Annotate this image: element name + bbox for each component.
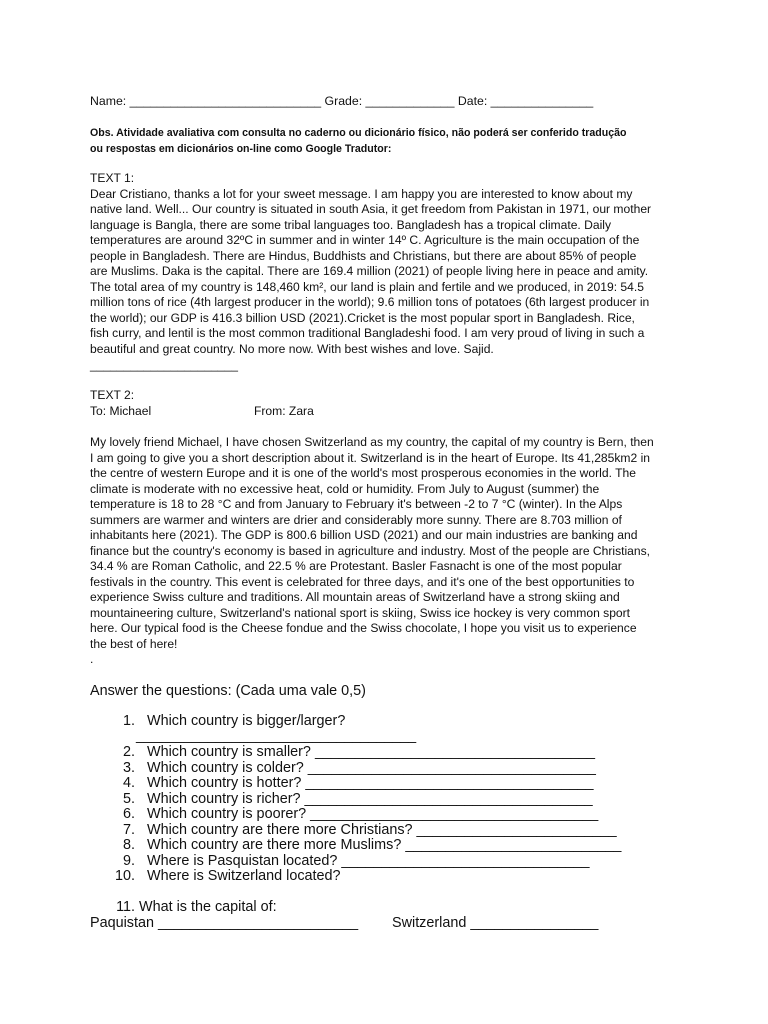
text1-underline: ______________________ [90,358,238,372]
text2-line: festivals in the country. This event is celebrated for three days, and it's one of the best opportunities to [90,575,635,589]
text2-line: 34.4 % are Roman Catholic, and 22.5 % are Protestant. Basler Fasnacht is one of the most popular [90,559,622,573]
text1-line: people in Bangladesh. There are Hindus, Buddhists and Christians, but there are about 85% of people [90,249,637,263]
answer-line-1: ___________________________________ [136,728,417,744]
text1-title: TEXT 1: [90,171,135,185]
text2-line: here. Our typical food is the Cheese fondue and the Swiss chocolate, I hope you visit us to experience [90,621,637,635]
question-4: 4. Which country is hotter? ____________________________________ [122,775,594,791]
text2-line: mountaineering culture, Switzerland's national sport is skiing, Swiss ice hockey is very common sport [90,606,631,620]
capital-switzerland: Switzerland ________________ [392,915,599,931]
capital-paquistan: Paquistan _________________________ [90,915,359,931]
question-2: 2. Which country is smaller? ___________________________________ [122,744,596,760]
question-1 [90,713,345,729]
text2-line: climate is moderate with no excessive heat, cold or humidity. From July to August (summer) the [90,482,600,496]
text2-dot: . [90,652,94,666]
text2-from: From: Zara [254,404,314,418]
name-grade-date-line: Name: ____________________________ Grade: _____________ Date: _______________ [90,94,594,108]
text2-line: I am going to give you a short description about it. Switzerland is in the heart of Europe. Its 41,285km2 in [90,451,650,465]
text1-line: temperatures are around 32ºC in summer and in winter 14º C. Agriculture is the main occupation of the [90,233,640,247]
question-11: 11. What is the capital of: [116,899,277,915]
question-10: 10. Where is Switzerland located? [114,868,341,884]
text2-line: inhabitants here (2021). The GDP is 800.6 billion USD (2021) and our main industries are banking and [90,528,638,542]
obs-line-1: Obs. Atividade avaliativa com consulta no caderno ou dicionário físico, não poderá ser conferido tradução [90,127,627,139]
text2-line: My lovely friend Michael, I have chosen Switzerland as my country, the capital of my country is Bern, then [90,435,654,449]
text1-line: Dear Cristiano, thanks a lot for your sweet message. I am happy you are interested to know about my [90,187,633,201]
text2-line: finance but the country's economy is based in agriculture and industry. Most of the people are Christians, [90,544,651,558]
question-6: 6. Which country is poorer? ____________________________________ [122,806,599,822]
text2-line: experience Swiss culture and traditions. All mountain areas of Switzerland have a strong skiing and [90,590,620,604]
question-7: 7. Which country are there more Christians? _________________________ [122,822,617,838]
text1-line: beautiful and great country. No more now. With best wishes and love. Sajid. [90,342,494,356]
question-text: Which country is bigger/larger? [147,713,346,729]
text1-line: are Muslims. Daka is the capital. There are 169.4 million (2021) of people living here in peace and amity. [90,264,649,278]
question-8: 8. Which country are there more Muslims? ___________________________ [122,837,622,853]
questions-heading: Answer the questions: (Cada uma vale 0,5) [90,683,366,699]
text1-line: fish curry, and lentil is the most common traditional Bangladeshi food. I am very proud of living in such a [90,326,645,340]
text1-line: The total area of my country is 148,460 km², our land is plain and fertile and we produced, in 2019: 54.5 [90,280,644,294]
question-5: 5. Which country is richer? ____________________________________ [122,791,593,807]
text1-line: the world); our GDP is 416.3 billion USD (2021).Cricket is the most popular sport in Bangladesh. Rice, [90,311,635,325]
text2-line: the centre of western Europe and it is one of the world's most prosperous economies in the world. The [90,466,636,480]
question-9: 9. Where is Pasquistan located? _______________________________ [122,853,590,869]
text1-line: language is Bangla, there are some tribal languages too. Bangladesh has a tropical climate. Daily [90,218,612,232]
question-3: 3. Which country is colder? ____________________________________ [122,760,596,776]
question-number: 1. [122,713,135,729]
text2-to: To: Michael [90,404,152,418]
text1-line: native land. Well... Our country is situated in south Asia, it get freedom from Pakistan in 1971, our mother [90,202,652,216]
text2-line: the best of here! [90,637,178,651]
text1-line: million tons of rice (4th largest producer in the world); 9.6 million tons of potatoes (6th largest producer in [90,295,650,309]
text2-line: temperature is 18 to 28 °C and from January to February it's between -2 to 7 °C (winter). In the Alps [90,497,623,511]
text2-line: summers are warmer and winters are drier and considerably more sunny. There are 8.703 million of [90,513,622,527]
obs-line-2: ou respostas em dicionários on-line como Google Tradutor: [90,143,392,155]
text2-title: TEXT 2: [90,388,135,402]
